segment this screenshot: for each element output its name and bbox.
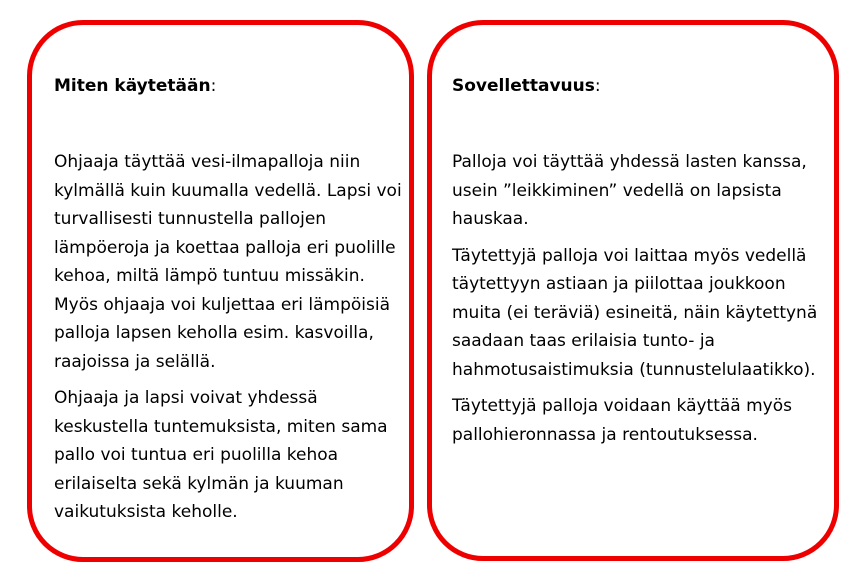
usage-paragraph-line: palloja lapsen keholla esim. kasvoilla,	[54, 323, 374, 343]
applicability-card	[427, 20, 839, 561]
usage-paragraph-line: erilaiselta sekä kylmän ja kuuman	[54, 473, 344, 494]
usage-paragraph-line: raajoissa ja selällä.	[54, 351, 216, 372]
usage-title-colon: :	[210, 76, 217, 96]
applicability-paragraph: Täytettyjä palloja voi laittaa myös vedellä täytettyyn astiaan ja piilottaa joukkoon muita (ei teräviä) esineitä, näin käytettynä saadaan taas erilaisia tunto- ja hahmotusaistimuksia (tunnustelulaatikko).	[452, 245, 818, 380]
usage-paragraph-line: Ohjaaja täyttää vesi-ilmapalloja niin	[54, 152, 361, 172]
usage-paragraph-line: vaikutuksista keholle.	[54, 502, 238, 522]
usage-paragraph-line: turvallisesti tunnustella pallojen	[54, 209, 327, 229]
usage-card	[27, 20, 414, 562]
usage-paragraph	[54, 384, 416, 527]
usage-paragraph-line: pallo voi tuntua eri puolilla kehoa	[54, 445, 339, 465]
applicability-body	[452, 148, 824, 457]
applicability-title-colon: :	[594, 76, 601, 96]
usage-paragraph-line: kehoa, miltä lämpö tuntuu missäkin.	[54, 266, 365, 286]
usage-paragraph-line: keskustella tuntemuksista, miten sama	[54, 416, 388, 437]
usage-title-text: Miten käytetään	[54, 76, 211, 96]
usage-paragraph-line: kylmällä kuin kuumalla vedellä. Lapsi voi	[54, 180, 402, 201]
applicability-paragraph: Palloja voi täyttää yhdessä lasten kanssa, usein ”leikkiminen” vedellä on lapsista hauskaa.	[452, 152, 807, 229]
usage-paragraph-line: lämpöeroja ja koettaa palloja eri puolille	[54, 237, 396, 258]
usage-paragraph-line: Ohjaaja ja lapsi voivat yhdessä	[54, 388, 318, 408]
applicability-title	[452, 75, 601, 97]
applicability-title-text: Sovellettavuus	[452, 76, 595, 96]
usage-paragraph-line: Myös ohjaaja voi kuljettaa eri lämpöisiä	[54, 294, 391, 315]
usage-paragraph	[54, 148, 416, 376]
usage-body	[54, 148, 416, 535]
applicability-paragraph: Täytettyjä palloja voidaan käyttää myös pallohieronnassa ja rentoutuksessa.	[452, 396, 792, 445]
usage-title	[54, 75, 216, 97]
